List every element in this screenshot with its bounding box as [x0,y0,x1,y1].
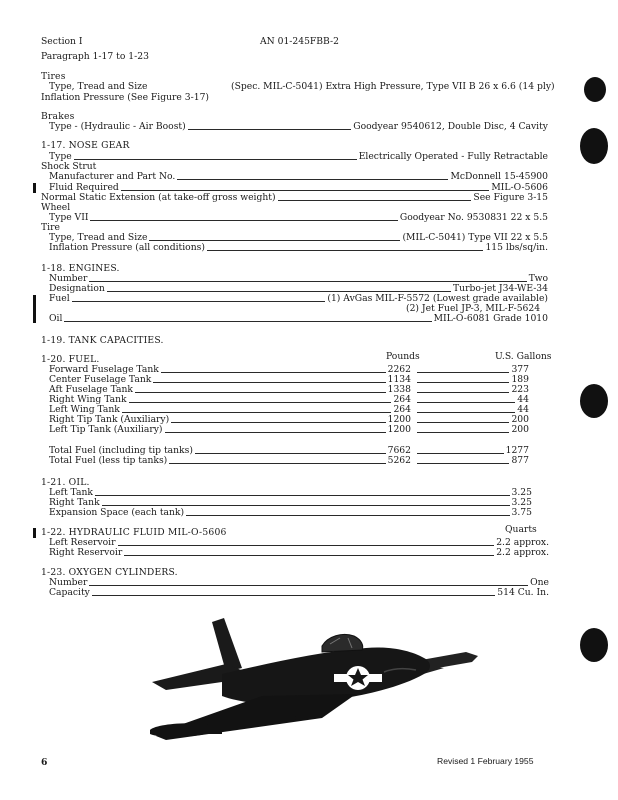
leader-line [177,179,448,180]
leader-line [89,585,528,586]
tires-type-label: Type, Tread and Size [49,81,148,92]
brakes-type-row [49,122,548,132]
oil-heading: 1-21. OIL. [41,477,90,488]
nose-gear-type-label: Type [49,151,72,162]
leader-line [90,220,397,221]
nose-inflation-value: 115 lbs/sq/in. [485,242,548,253]
engines-fuel-label: Fuel [49,293,70,304]
fuel-row-gallons: 44 [517,404,529,415]
revision-note: Revised 1 February 1955 [437,756,534,766]
fluid-label: Fluid Required [49,182,119,193]
binder-hole-middle [580,384,608,418]
change-bar-hydraulic [33,528,36,538]
leader-line [135,392,386,393]
tires-inflation-label: Inflation Pressure (See Figure 3-17) [41,92,210,103]
fuel-row-label: Total Fuel (less tip tanks) [49,455,168,466]
hydraulic-row-value: 2.2 approx. [496,547,549,558]
hydraulic-col-quarts: Quarts [505,524,537,535]
wheel-row [49,213,548,223]
change-bar-fuel [33,295,36,323]
fuel-row-gallons: 200 [511,424,529,435]
leader-line [169,463,385,464]
fuel-row-gallons: 377 [511,364,529,375]
oil-row [49,508,532,518]
leader-line [129,402,392,403]
fuel-row-pounds: 5262 [387,455,411,466]
fuel-row-label: Forward Fuselage Tank [49,364,159,375]
hydraulic-heading: 1-22. HYDRAULIC FLUID MIL-O-5606 [41,527,227,538]
fuel-row-label: Right Wing Tank [49,394,127,405]
leader-line [118,545,495,546]
engines-fuel-value-1: (1) AvGas MIL-F-5572 (Lowest grade available) [327,293,548,304]
section-label: Section I [41,36,83,47]
fuel-row-label: Right Tip Tank (Auxiliary) [49,414,170,425]
nose-gear-type-row [49,152,548,162]
engines-heading: 1-18. ENGINES. [41,263,120,274]
tires-heading: Tires [41,71,66,82]
oil-row-value: 3.25 [511,497,532,508]
fuel-row-pounds: 264 [393,404,411,415]
leader-line [417,372,509,373]
fuel-row-label: Aft Fuselage Tank [49,384,133,395]
leader-line [95,495,510,496]
leader-line [161,372,386,373]
hydraulic-row [49,538,549,548]
oil-row-label: Expansion Space (each tank) [49,507,185,518]
shock-strut-heading: Shock Strut [41,161,97,172]
leader-line [188,129,352,130]
leader-line [207,250,484,251]
fuel-col-gallons: U.S. Gallons [495,351,552,362]
manufacturer-label: Manufacturer and Part No. [49,171,176,182]
fuel-row-pounds: 7662 [387,445,411,456]
nose-inflation-label: Inflation Pressure (all conditions) [49,242,205,253]
binder-hole-top [584,77,606,102]
brakes-type-label: Type - (Hydraulic - Air Boost) [49,121,186,132]
leader-line [72,301,326,302]
leader-line [417,382,509,383]
fuel-row-gallons: 200 [511,414,529,425]
engines-oil-value: MIL-O-6081 Grade 1010 [433,313,548,324]
leader-line [278,200,472,201]
leader-line [102,505,510,506]
leader-line [417,422,509,423]
fuel-row-pounds-part [49,456,411,466]
fuel-row-pounds: 1134 [387,374,411,385]
fuel-row-label: Left Tip Tank (Auxiliary) [49,424,163,435]
engines-oil-label: Oil [49,313,63,324]
fuel-row-label: Total Fuel (including tip tanks) [49,445,193,456]
fuel-row-label: Center Fuselage Tank [49,374,152,385]
fuel-row-pounds: 1200 [387,424,411,435]
tires-type-value: (Spec. MIL-C-5041) Extra High Pressure, Type VII B 26 x 6.6 (14 ply) [231,81,555,92]
extension-value: See Figure 3-15 [473,192,548,203]
tire-label: Type, Tread and Size [49,232,148,243]
leader-line [153,382,385,383]
fuel-row-pounds: 1338 [387,384,411,395]
brakes-heading: Brakes [41,111,75,122]
fuel-row-gallons: 44 [517,394,529,405]
hydraulic-row-label: Left Reservoir [49,537,116,548]
fuel-row-pounds: 2262 [387,364,411,375]
nose-inflation-row [49,243,548,253]
fuel-row-gallons: 223 [511,384,529,395]
change-bar-fluid [33,183,36,193]
leader-line [124,555,494,556]
fuel-row-pounds-part [49,425,411,435]
engines-oil-row [49,314,548,324]
wheel-label: Type VII [49,212,89,223]
fuel-row-label: Left Wing Tank [49,404,120,415]
oxygen-capacity-row [49,588,549,598]
leader-line [417,412,515,413]
fuel-row-pounds: 1200 [387,414,411,425]
fuel-row-gallons-part [415,385,529,395]
page-number: 6 [41,757,48,768]
leader-line [149,240,400,241]
oxygen-number-value: One [530,577,549,588]
tank-capacities-heading: 1-19. TANK CAPACITIES. [41,335,164,346]
leader-line [89,281,526,282]
oxygen-capacity-label: Capacity [49,587,90,598]
doc-number: AN 01-245FBB-2 [260,36,339,47]
oil-row-label: Left Tank [49,487,93,498]
hydraulic-row-value: 2.2 approx. [496,537,549,548]
leader-line [74,159,357,160]
leader-line [121,190,490,191]
oil-row-value: 3.75 [511,507,532,518]
leader-line [417,453,504,454]
leader-line [107,291,451,292]
fuel-heading: 1-20. FUEL. [41,354,100,365]
extension-row [41,193,548,203]
hydraulic-row [49,548,549,558]
leader-line [92,595,495,596]
leader-line [195,453,386,454]
oxygen-capacity-value: 514 Cu. In. [497,587,549,598]
nose-gear-heading: 1-17. NOSE GEAR [41,140,130,151]
fuel-row-pounds: 264 [393,394,411,405]
oil-row [49,488,532,498]
leader-line [417,463,509,464]
wheel-value: Goodyear No. 9530831 22 x 5.5 [399,212,548,223]
leader-line [122,412,392,413]
leader-line [171,422,385,423]
fuel-row-gallons-part [415,395,529,405]
leader-line [417,432,509,433]
jet-aircraft-silhouette-icon [126,612,490,748]
leader-line [186,515,509,516]
fuel-row-gallons: 877 [511,455,529,466]
nose-gear-type-value: Electrically Operated - Fully Retractable [358,151,548,162]
oil-row-value: 3.25 [511,487,532,498]
oxygen-number-row [49,578,549,588]
hydraulic-row-label: Right Reservoir [49,547,123,558]
oil-row-label: Right Tank [49,497,100,508]
fuel-col-pounds: Pounds [386,351,420,362]
tire-heading: Tire [41,222,60,233]
engines-designation-value: Turbo-jet J34-WE-34 [453,283,548,294]
leader-line [165,432,386,433]
leader-line [417,402,515,403]
fuel-row-gallons-part [415,425,529,435]
fuel-row-gallons: 1277 [505,445,529,456]
engines-designation-label: Designation [49,283,105,294]
oxygen-number-label: Number [49,577,88,588]
manufacturer-value: McDonnell 15-45900 [450,171,548,182]
brakes-type-value: Goodyear 9540612, Double Disc, 4 Cavity [353,121,548,132]
engines-number-label: Number [49,273,88,284]
leader-line [64,321,431,322]
binder-hole-upper [580,128,608,164]
leader-line [417,392,509,393]
engines-fuel-value-2: (2) Jet Fuel JP-3, MIL-F-5624 [406,303,541,314]
extension-label: Normal Static Extension (at take-off gross weight) [41,192,276,203]
oxygen-heading: 1-23. OXYGEN CYLINDERS. [41,567,178,578]
wheel-heading: Wheel [41,202,71,213]
paragraph-range: Paragraph 1-17 to 1-23 [41,51,149,62]
engines-number-value: Two [528,273,548,284]
manufacturer-row [49,172,548,182]
fuel-row-gallons-part [415,456,529,466]
tire-value: (MIL-C-5041) Type VII 22 x 5.5 [402,232,548,243]
binder-hole-lower [580,628,608,662]
fuel-row-gallons: 189 [511,374,529,385]
fluid-value: MIL-O-5606 [491,182,548,193]
